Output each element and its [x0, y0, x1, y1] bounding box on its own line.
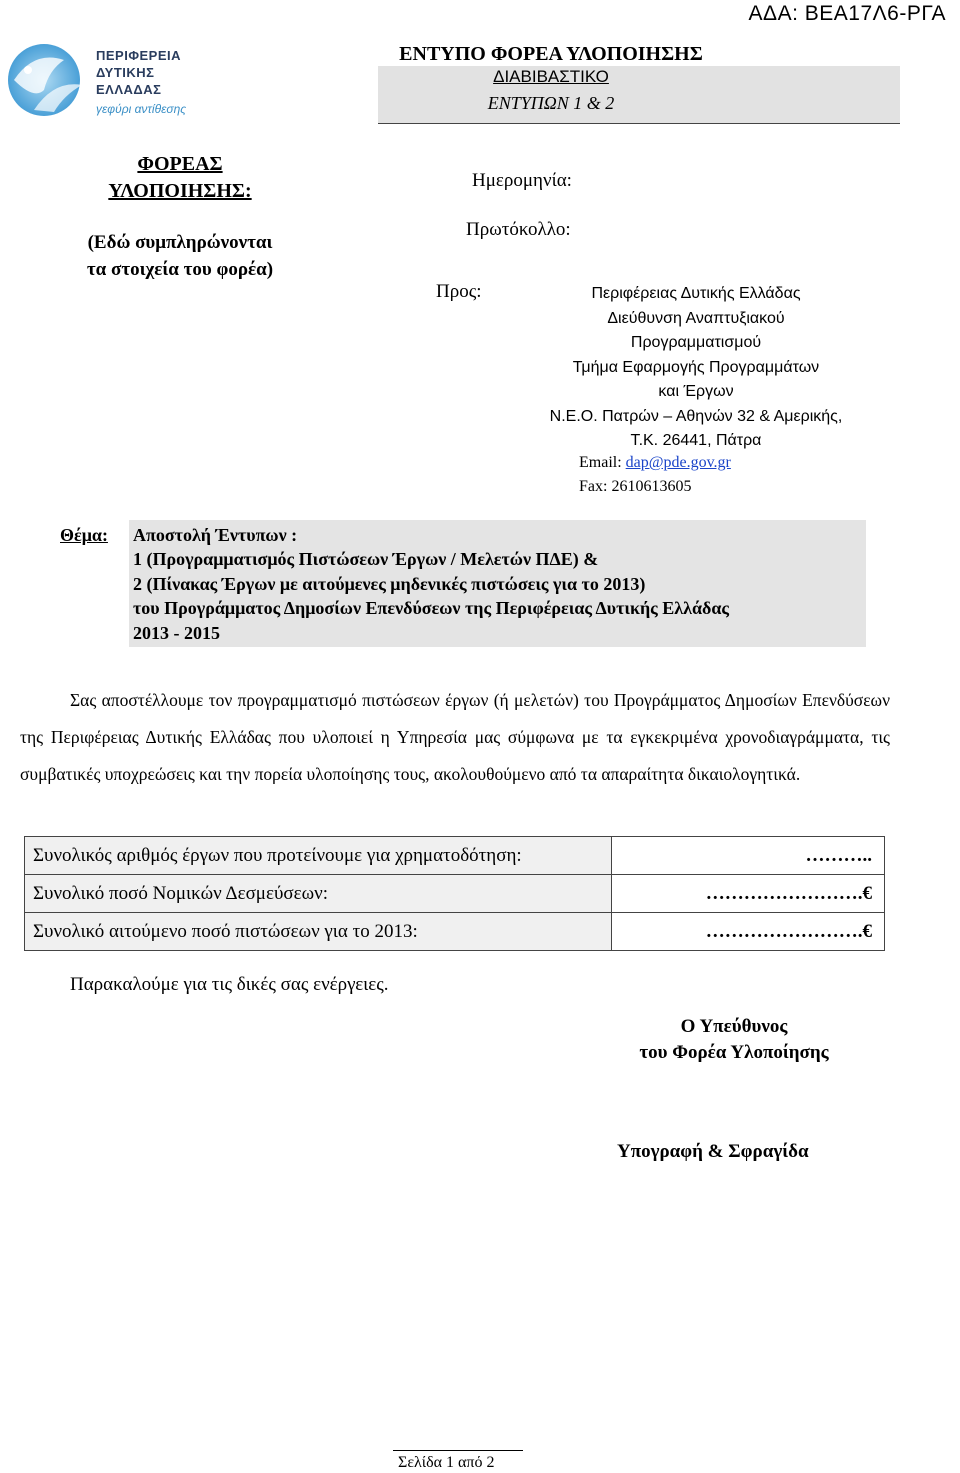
closing-text: Παρακαλούμε για τις δικές σας ενέργειες. [70, 974, 389, 995]
recipient-line: Περιφέρειας Δυτικής Ελλάδας [591, 285, 801, 302]
fax-label: Fax: [579, 478, 608, 495]
recipient-line: και Έργων [658, 383, 734, 400]
to-label: Προς: [436, 281, 482, 302]
body-note-line-1: (Εδώ συμπληρώνονται [87, 232, 273, 253]
logo-line-3: ΕΛΛΑΔΑΣ [96, 82, 162, 97]
logo-emblem-icon [4, 40, 94, 124]
summary-value[interactable] [612, 875, 885, 913]
subject-line: Αποστολή Έντυπων : [133, 525, 298, 545]
implementing-body-note [60, 229, 300, 283]
summary-value[interactable] [612, 837, 885, 875]
protocol-label: Πρωτόκολλο: [466, 219, 571, 240]
implementing-body-title [70, 151, 290, 205]
logo-slogan: γεφύρι αντίθεσης [96, 102, 187, 116]
email-link[interactable]: dap@pde.gov.gr [625, 454, 731, 471]
summary-label: Συνολικό ποσό Νομικών Δεσμεύσεων: [25, 875, 612, 913]
subject-line: του Προγράμματος Δημοσίων Επενδύσεων της Περιφέρειας Δυτικής Ελλάδας [133, 598, 729, 619]
summary-table [24, 836, 885, 951]
summary-value-unit: .€ [857, 882, 872, 904]
summary-label: Συνολικό αιτούμενο ποσό πιστώσεων για το 2013: [25, 913, 612, 951]
table-row [25, 875, 885, 913]
region-logo [4, 40, 208, 124]
summary-value-dots: …………………… [705, 882, 858, 904]
email-label: Email: [579, 454, 622, 471]
subject-line: 2013 - 2015 [133, 622, 220, 643]
logo-line-2: ΔΥΤΙΚΗΣ [96, 65, 155, 80]
recipient-line: Ν.Ε.Ο. Πατρών – Αθηνών 32 & Αμερικής, [549, 407, 843, 425]
recipient-address [496, 282, 896, 454]
body-paragraph-text: Σας αποστέλλουμε τον προγραμματισμό πιστώσεων έργων (ή μελετών) του Προγράμματος Δημοσίων Επενδύσεων της Περιφέρειας Δυτικής Ελλάδας που υλοποιεί η Υπηρεσία μας σύμφωνα με τα εγκεκριμένα χρονοδιαγράμματα, τις συμβατικές υποχρεώσεις και την πορεία υλοποίησης τους, ακολουθούμενο από τα απαραίτητα δικαιολογητικά. [20, 690, 890, 784]
body-title-line-1: ΦΟΡΕΑΣ [137, 153, 223, 175]
signer-line-2: του Φορέα Υλοποίησης [639, 1042, 829, 1063]
form-title: ΕΝΤΥΠΟ ΦΟΡΕΑ ΥΛΟΠΟΙΗΣΗΣ [399, 43, 703, 65]
recipient-line: Τ.Κ. 26441, Πάτρα [630, 432, 762, 449]
recipient-line: Διεύθυνση Αναπτυξιακού [607, 309, 785, 327]
signature-stamp-label: Υπογραφή & Σφραγίδα [617, 1141, 809, 1162]
fax-number: 2610613605 [611, 478, 692, 495]
table-row [25, 913, 885, 951]
subject-label: Θέμα: [60, 525, 108, 545]
summary-value-dots: ……….. [805, 844, 872, 866]
recipient-line: Τμήμα Εφαρμογής Προγραμμάτων [572, 358, 820, 376]
email-line [579, 454, 731, 472]
body-note-line-2: τα στοιχεία του φορέα) [86, 259, 274, 280]
summary-value-dots: …………………… [705, 920, 858, 942]
ada-code: ΑΔΑ: ΒΕΑ17Λ6-ΡΓΑ [748, 2, 946, 25]
recipient-line: Προγραμματισμού [630, 334, 762, 351]
footer-divider [393, 1450, 523, 1451]
form-subtitle-2: ΕΝΤΥΠΩΝ 1 & 2 [487, 93, 615, 113]
form-subtitle: ΔΙΑΒΙΒΑΣΤΙΚΟ [493, 67, 609, 86]
logo-line-1: ΠΕΡΙΦΕΡΕΙΑ [96, 48, 182, 63]
subject-line: 1 (Προγραμματισμός Πιστώσεων Έργων / Μελετών ΠΔΕ) & [133, 549, 599, 570]
date-label: Ημερομηνία: [472, 170, 572, 191]
body-title-line-2: ΥΛΟΠΟΙΗΣΗΣ: [108, 180, 252, 202]
page-number: Σελίδα 1 από 2 [398, 1454, 495, 1471]
subject-text [133, 523, 863, 645]
summary-value-unit: .€ [857, 920, 872, 942]
fax-line [579, 478, 691, 496]
summary-value[interactable] [612, 913, 885, 951]
body-paragraph [20, 682, 890, 793]
table-row [25, 837, 885, 875]
summary-label: Συνολικός αριθμός έργων που προτείνουμε για χρηματοδότηση: [25, 837, 612, 875]
signer-block [604, 1014, 864, 1066]
subject-line: 2 (Πίνακας Έργων με αιτούμενες μηδενικές πιστώσεις για το 2013) [133, 573, 646, 594]
signer-line-1: Ο Υπεύθυνος [680, 1016, 788, 1037]
